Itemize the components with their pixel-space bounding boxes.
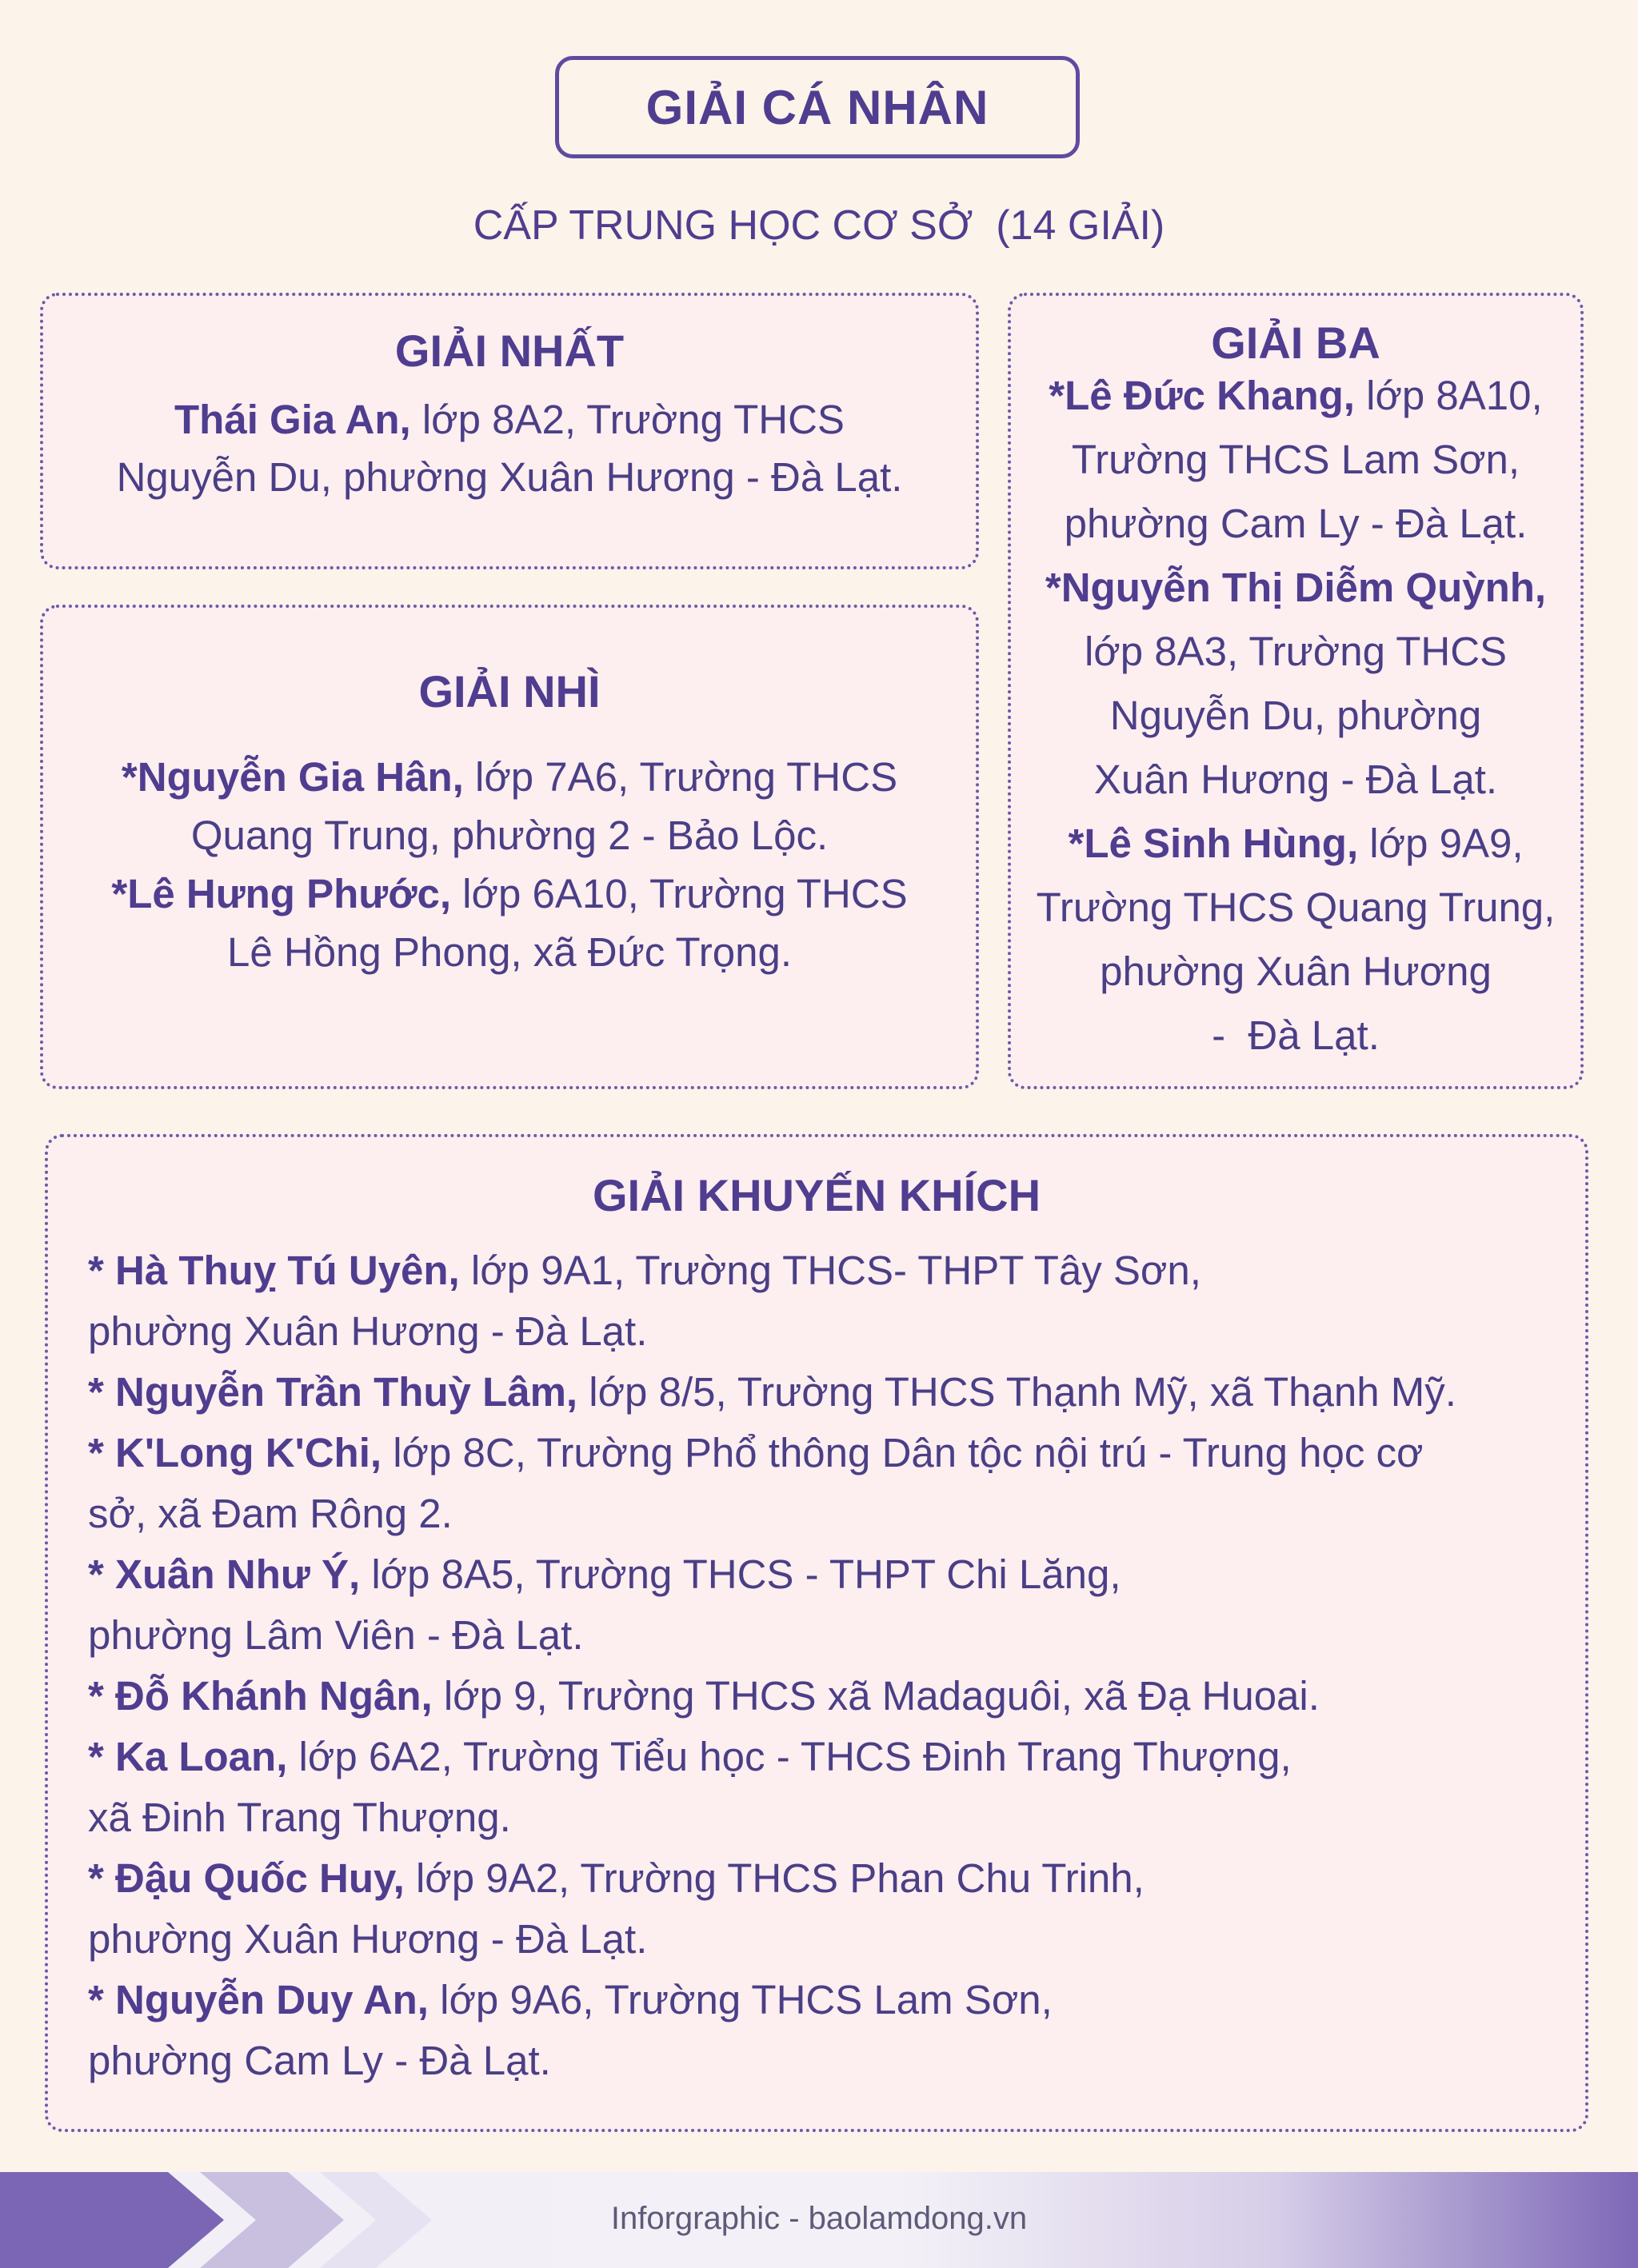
giai-nhi-list bbox=[43, 748, 976, 981]
winner-detail: lớp 7A6, Trường THCS bbox=[463, 754, 898, 800]
winner-detail: Lê Hồng Phong, xã Đức Trọng. bbox=[226, 929, 793, 975]
winner-detail: Nguyễn Du, phường Xuân Hương - Đà Lạt. bbox=[116, 454, 903, 500]
winner-detail: Trường THCS Quang Trung, bbox=[1036, 884, 1556, 930]
winner-name: *Nguyễn Thị Diễm Quỳnh, bbox=[1045, 565, 1547, 610]
winner-detail: lớp 8A5, Trường THCS - THPT Chi Lăng, bbox=[360, 1551, 1121, 1597]
list-item bbox=[88, 1970, 1585, 2091]
winner-detail: lớp 8A2, Trường THCS bbox=[410, 397, 845, 442]
giai-nhi-box bbox=[40, 605, 979, 1089]
giai-nhi-heading: GIẢI NHÌ bbox=[418, 666, 601, 717]
winner-detail: Xuân Hương - Đà Lạt. bbox=[1093, 757, 1498, 802]
winner-name: *Lê Hưng Phước, bbox=[111, 871, 452, 916]
winner-detail: lớp 8C, Trường Phổ thông Dân tộc nội trú - Trung học cơ bbox=[382, 1430, 1424, 1475]
winner-detail: lớp 9, Trường THCS xã Madaguôi, xã Đạ Huoai. bbox=[432, 1673, 1320, 1719]
winner-name: * K'Long K'Chi, bbox=[88, 1430, 382, 1475]
winner-name: * Nguyễn Trần Thuỳ Lâm, bbox=[88, 1369, 578, 1415]
footer-credit: Inforgraphic - baolamdong.vn bbox=[610, 2201, 1028, 2236]
winner-name: * Nguyễn Duy An, bbox=[88, 1977, 429, 2022]
list-item bbox=[88, 1362, 1585, 1423]
giai-khuyen-khich-heading: GIẢI KHUYẾN KHÍCH bbox=[592, 1170, 1041, 1220]
winner-detail: lớp 8A10, bbox=[1354, 373, 1543, 418]
giai-khuyen-khich-box bbox=[45, 1134, 1588, 2132]
footer-bar bbox=[0, 2172, 1638, 2268]
list-item bbox=[1011, 812, 1580, 1068]
winner-detail: phường Xuân Hương - Đà Lạt. bbox=[88, 1916, 648, 1962]
winner-name: *Lê Đức Khang, bbox=[1049, 373, 1355, 418]
list-item bbox=[88, 1544, 1585, 1666]
list-item bbox=[88, 1240, 1585, 1362]
giai-nhat-box bbox=[40, 293, 979, 569]
winner-name: * Đậu Quốc Huy, bbox=[88, 1855, 405, 1901]
giai-ba-heading: GIẢI BA bbox=[1211, 317, 1380, 368]
winner-detail: lớp 9A2, Trường THCS Phan Chu Trinh, bbox=[404, 1855, 1145, 1901]
winner-detail: Nguyễn Du, phường bbox=[1109, 693, 1482, 738]
winner-detail: lớp 6A10, Trường THCS bbox=[451, 871, 908, 916]
list-item bbox=[43, 748, 976, 864]
winner-name: *Nguyễn Gia Hân, bbox=[121, 754, 464, 800]
winner-name: * Ka Loan, bbox=[88, 1734, 288, 1779]
list-item bbox=[88, 1423, 1585, 1544]
giai-nhat-heading: GIẢI NHẤT bbox=[394, 325, 625, 376]
list-item bbox=[88, 1666, 1585, 1727]
winner-detail: lớp 8/5, Trường THCS Thạnh Mỹ, xã Thạnh Mỹ. bbox=[577, 1369, 1456, 1415]
winner-detail: sở, xã Đam Rông 2. bbox=[88, 1491, 453, 1536]
list-item bbox=[1011, 364, 1580, 556]
list-item bbox=[88, 1848, 1585, 1970]
winner-name: Thái Gia An, bbox=[174, 397, 411, 442]
winner-name: *Lê Sinh Hùng, bbox=[1068, 821, 1359, 866]
winner-detail: lớp 9A1, Trường THCS- THPT Tây Sơn, bbox=[459, 1248, 1201, 1293]
list-item bbox=[88, 1727, 1585, 1848]
winner-detail: phường Xuân Hương bbox=[1100, 948, 1492, 994]
page-subtitle: CẤP TRUNG HỌC CƠ SỞ (14 GIẢI) bbox=[473, 202, 1165, 249]
winner-name: * Xuân Như Ý, bbox=[88, 1551, 361, 1597]
winner-detail: phường Lâm Viên - Đà Lạt. bbox=[88, 1612, 584, 1658]
list-item bbox=[1011, 556, 1580, 812]
giai-ba-box bbox=[1008, 293, 1584, 1089]
winner-detail: lớp 9A9, bbox=[1358, 821, 1524, 866]
winner-detail: Trường THCS Lam Sơn, bbox=[1071, 437, 1520, 482]
winner-name: * Đỗ Khánh Ngân, bbox=[88, 1673, 433, 1719]
winner-detail: lớp 8A3, Trường THCS bbox=[1084, 629, 1508, 674]
winner-detail: phường Xuân Hương - Đà Lạt. bbox=[88, 1308, 648, 1354]
giai-ba-list bbox=[1011, 364, 1580, 1068]
giai-nhat-entry bbox=[43, 391, 976, 506]
winner-detail: xã Đinh Trang Thượng. bbox=[88, 1795, 511, 1840]
page-title: GIẢI CÁ NHÂN bbox=[555, 56, 1080, 158]
winner-detail: lớp 9A6, Trường THCS Lam Sơn, bbox=[428, 1977, 1053, 2022]
winner-detail: Quang Trung, phường 2 - Bảo Lộc. bbox=[190, 813, 829, 858]
giai-khuyen-khich-list bbox=[48, 1240, 1585, 2091]
winner-detail: lớp 6A2, Trường Tiểu học - THCS Đinh Trang Thượng, bbox=[287, 1734, 1292, 1779]
winner-detail: - Đà Lạt. bbox=[1212, 1012, 1380, 1058]
list-item bbox=[43, 864, 976, 981]
winner-detail: phường Cam Ly - Đà Lạt. bbox=[88, 2038, 551, 2083]
winner-name: * Hà Thuỵ Tú Uyên, bbox=[88, 1248, 460, 1293]
winner-detail: phường Cam Ly - Đà Lạt. bbox=[1064, 501, 1528, 546]
